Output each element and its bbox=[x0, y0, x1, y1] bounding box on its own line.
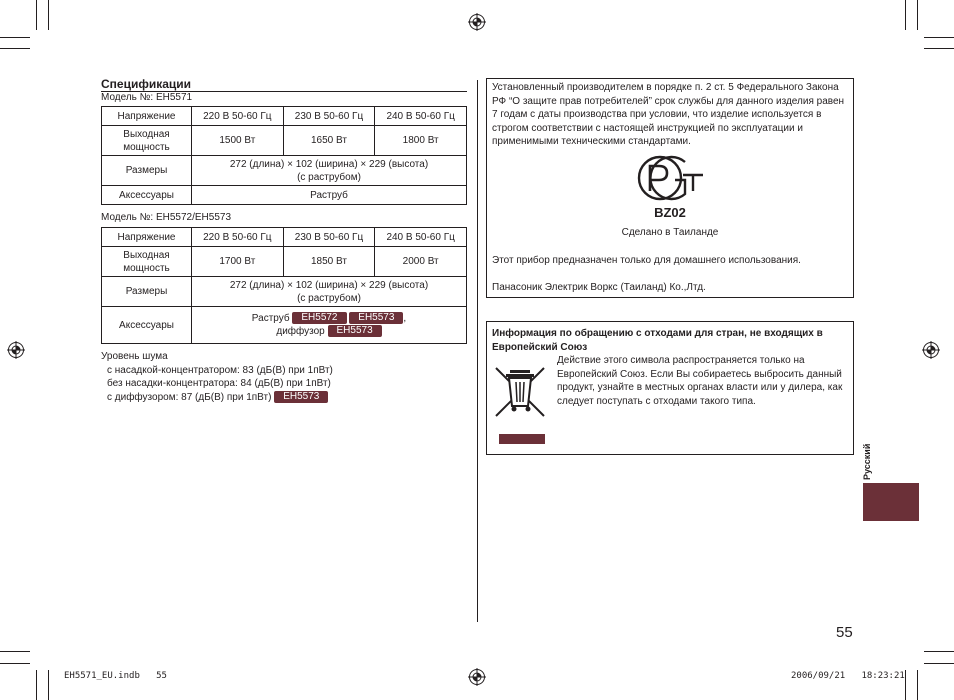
disposal-text: Действие этого символа распространяется только на Европейский Союз. Если Вы собираетесь выбросить данный продукт, узнайте в местных органах власти или у дилера, как следует поступать с отходами такого типа. bbox=[557, 355, 843, 407]
accessories-value: Раструб bbox=[192, 186, 467, 205]
footer-date: 2006/09/21 18:23:21 bbox=[791, 671, 905, 681]
certification-code: BZ02 bbox=[654, 205, 686, 220]
noise-line-text: с диффузором: 87 (дБ(В) при 1пВт) bbox=[107, 391, 272, 403]
model-tag: EH5572 bbox=[292, 312, 346, 324]
power-value: 1800 Вт bbox=[375, 126, 467, 156]
power-value: 1500 Вт bbox=[192, 126, 284, 156]
size-line: (с раструбом) bbox=[297, 292, 361, 304]
section-title: Спецификации bbox=[101, 77, 192, 91]
crop-mark bbox=[905, 670, 906, 700]
size-label: Размеры bbox=[102, 277, 192, 307]
footer-file: EH5571_EU.indb 55 bbox=[64, 671, 167, 681]
disposal-title: Информация по обращению с отходами для стран, не входящих в Европейский Союз bbox=[492, 328, 823, 353]
manufacturer-text: Панасоник Электрик Воркс (Таиланд) Ко.,Лтд. bbox=[492, 282, 706, 293]
accessory-line bbox=[194, 325, 464, 338]
table-row bbox=[102, 107, 467, 126]
voltage-label: Напряжение bbox=[102, 228, 192, 247]
crop-mark bbox=[917, 0, 918, 30]
language-tab bbox=[863, 483, 919, 521]
size-line: (с раструбом) bbox=[297, 171, 361, 183]
voltage-label: Напряжение bbox=[102, 107, 192, 126]
page-number: 55 bbox=[836, 624, 853, 641]
accessory-nozzle: Раструб bbox=[251, 313, 290, 324]
accent-bar bbox=[499, 434, 545, 444]
noise-line: с насадкой-концентратором: 83 (дБ(В) при 1пВт) bbox=[107, 364, 333, 376]
crop-mark bbox=[924, 651, 954, 652]
model-label: Модель №: EH5571 bbox=[101, 92, 193, 103]
voltage-value: 220 В 50-60 Гц bbox=[192, 107, 284, 126]
size-line: 272 (длина) × 102 (ширина) × 229 (высота) bbox=[229, 279, 429, 291]
voltage-value: 220 В 50-60 Гц bbox=[192, 228, 284, 247]
accessory-line bbox=[194, 312, 464, 325]
power-value: 1700 Вт bbox=[192, 247, 284, 277]
crop-mark bbox=[924, 48, 954, 49]
power-label: Выходная мощность bbox=[102, 126, 192, 156]
crop-mark bbox=[924, 37, 954, 38]
crop-mark bbox=[0, 48, 30, 49]
table-row bbox=[102, 156, 467, 186]
crop-mark bbox=[0, 651, 30, 652]
table-row bbox=[102, 277, 467, 307]
registration-mark-icon bbox=[468, 13, 486, 31]
registration-mark-icon bbox=[468, 668, 486, 686]
table-row bbox=[102, 247, 467, 277]
size-value bbox=[192, 156, 467, 186]
language-label bbox=[862, 430, 878, 480]
power-value: 2000 Вт bbox=[375, 247, 467, 277]
column-divider bbox=[477, 80, 478, 622]
noise-level-block bbox=[101, 350, 333, 404]
model-label: Модель №: EH5572/EH5573 bbox=[101, 212, 232, 223]
table-row bbox=[102, 186, 467, 205]
spec-table-eh5572-eh5573 bbox=[101, 227, 467, 344]
model-tag: EH5573 bbox=[274, 391, 328, 403]
crop-mark bbox=[924, 663, 954, 664]
accessory-diffuser: диффузор bbox=[276, 326, 325, 337]
crop-mark bbox=[36, 0, 37, 30]
household-use-text: Этот прибор предназначен только для домашнего использования. bbox=[492, 255, 801, 266]
power-value: 1850 Вт bbox=[283, 247, 375, 277]
voltage-value: 230 В 50-60 Гц bbox=[283, 228, 375, 247]
accessory-comma: , bbox=[403, 313, 407, 324]
table-row bbox=[102, 228, 467, 247]
registration-mark-icon bbox=[7, 341, 25, 359]
crop-mark bbox=[905, 0, 906, 30]
noise-line bbox=[101, 391, 333, 405]
accessories-label: Аксессуары bbox=[102, 307, 192, 344]
accessories-value bbox=[192, 307, 467, 344]
size-value bbox=[192, 277, 467, 307]
crop-mark bbox=[48, 0, 49, 30]
noise-line: без насадки-концентратора: 84 (дБ(В) при 1пВт) bbox=[107, 378, 331, 389]
voltage-value: 240 В 50-60 Гц bbox=[375, 228, 467, 247]
size-line: 272 (длина) × 102 (ширина) × 229 (высота) bbox=[229, 158, 429, 170]
crop-mark bbox=[0, 37, 30, 38]
voltage-value: 240 В 50-60 Гц bbox=[375, 107, 467, 126]
gost-r-certification-icon bbox=[637, 153, 707, 203]
crop-mark bbox=[36, 670, 37, 700]
language-text: Русский bbox=[862, 443, 872, 480]
registration-mark-icon bbox=[922, 341, 940, 359]
service-life-text: Установленный производителем в порядке п. 2 ст. 5 Федерального Закона РФ “О защите прав потребителей” срок службы для данного изделия равен 7 годам с даты производства при условии, что изделие используется в строгом соответствии с настоящей инструкцией по эксплуатации и применимыми техническими стандартами. bbox=[492, 82, 845, 147]
table-row bbox=[102, 126, 467, 156]
accessories-label: Аксессуары bbox=[102, 186, 192, 205]
model-tag: EH5573 bbox=[349, 312, 403, 324]
power-label: Выходная мощность bbox=[102, 247, 192, 277]
model-tag: EH5573 bbox=[328, 325, 382, 337]
crossed-out-wheelie-bin-icon bbox=[492, 362, 548, 420]
crop-mark bbox=[0, 663, 30, 664]
crop-mark bbox=[917, 670, 918, 700]
crop-mark bbox=[48, 670, 49, 700]
size-label: Размеры bbox=[102, 156, 192, 186]
made-in-text: Сделано в Таиланде bbox=[621, 227, 719, 238]
table-row bbox=[102, 307, 467, 344]
spec-table-eh5571 bbox=[101, 106, 467, 205]
power-value: 1650 Вт bbox=[283, 126, 375, 156]
voltage-value: 230 В 50-60 Гц bbox=[283, 107, 375, 126]
noise-heading: Уровень шума bbox=[101, 351, 168, 362]
